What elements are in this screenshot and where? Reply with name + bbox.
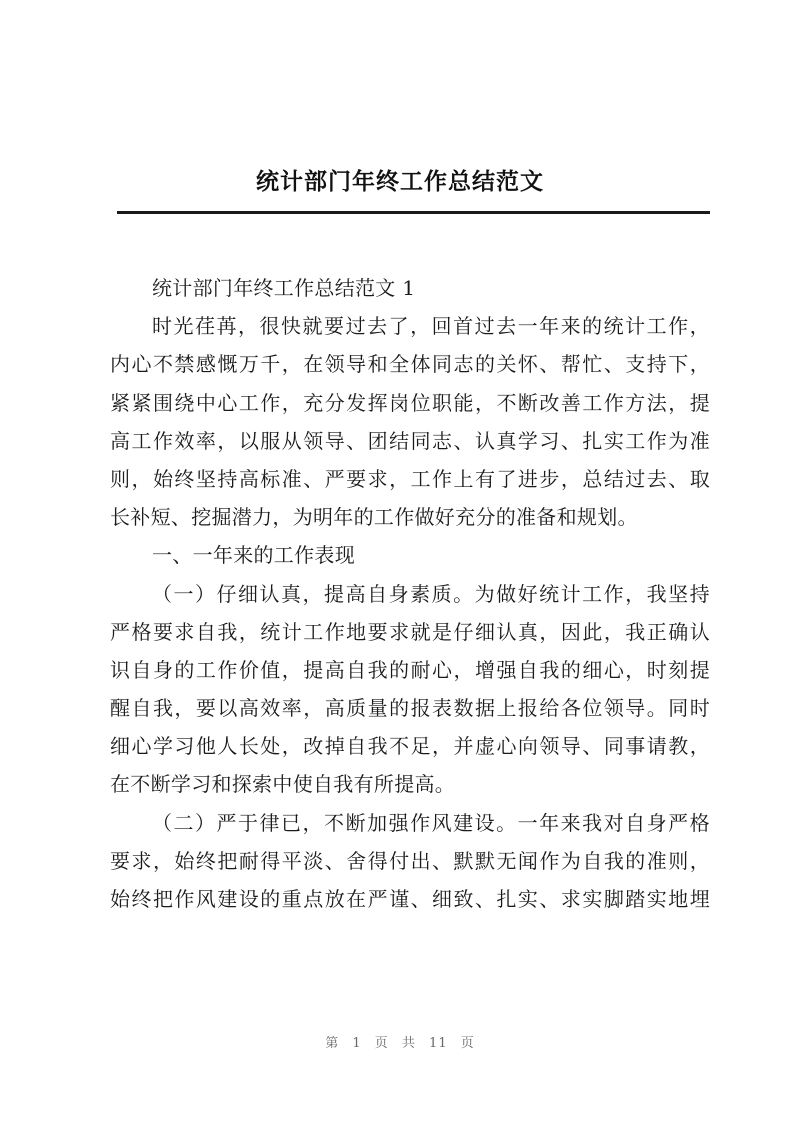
paragraph-line: 醒自我，要以高效率，高质量的报表数据上报给各位领导。同时 — [110, 696, 710, 721]
paragraph-line: 紧紧围绕中心工作，充分发挥岗位职能，不断改善工作方法，提 — [110, 390, 710, 415]
paragraph-line: 则，始终坚持高标准、严要求，工作上有了进步，总结过去、取 — [110, 466, 710, 491]
document-title: 统计部门年终工作总结范文 — [256, 169, 544, 195]
page-footer: 第 1 页 共 11 页 — [325, 1036, 475, 1051]
paragraph-line: 要求，始终把耐得平淡、舍得付出、默默无闻作为自我的准则， — [110, 848, 710, 873]
paragraph-line: 细心学习他人长处，改掉自我不足，并虚心向领导、同事请教， — [110, 734, 710, 759]
subheading: 一、一年来的工作表现 — [152, 543, 355, 568]
paragraph-line: 在不断学习和探索中使自我有所提高。 — [110, 772, 456, 797]
document-body — [110, 269, 710, 918]
paragraph-line: 始终把作风建设的重点放在严谨、细致、扎实、求实脚踏实地埋 — [110, 887, 710, 911]
paragraph-line: 内心不禁感慨万千，在领导和全体同志的关怀、帮忙、支持下， — [110, 352, 710, 377]
paragraph-line: 时光荏苒，很快就要过去了，回首过去一年来的统计工作， — [152, 314, 710, 339]
title-divider — [117, 211, 710, 214]
paragraph-line: 高工作效率，以服从领导、团结同志、认真学习、扎实工作为准 — [110, 428, 710, 453]
paragraph-line: 识自身的工作价值，提高自我的耐心，增强自我的细心，时刻提 — [110, 657, 710, 682]
paragraph-line: （一）仔细认真，提高自身素质。为做好统计工作，我坚持 — [152, 581, 710, 606]
section-heading: 统计部门年终工作总结范文 1 — [152, 276, 416, 300]
paragraph-line: （二）严于律已，不断加强作风建设。一年来我对自身严格 — [152, 810, 710, 835]
paragraph-line: 长补短、挖掘潜力，为明年的工作做好充分的准备和规划。 — [110, 505, 638, 530]
paragraph-line: 严格要求自我，统计工作地要求就是仔细认真，因此，我正确认 — [110, 619, 710, 644]
